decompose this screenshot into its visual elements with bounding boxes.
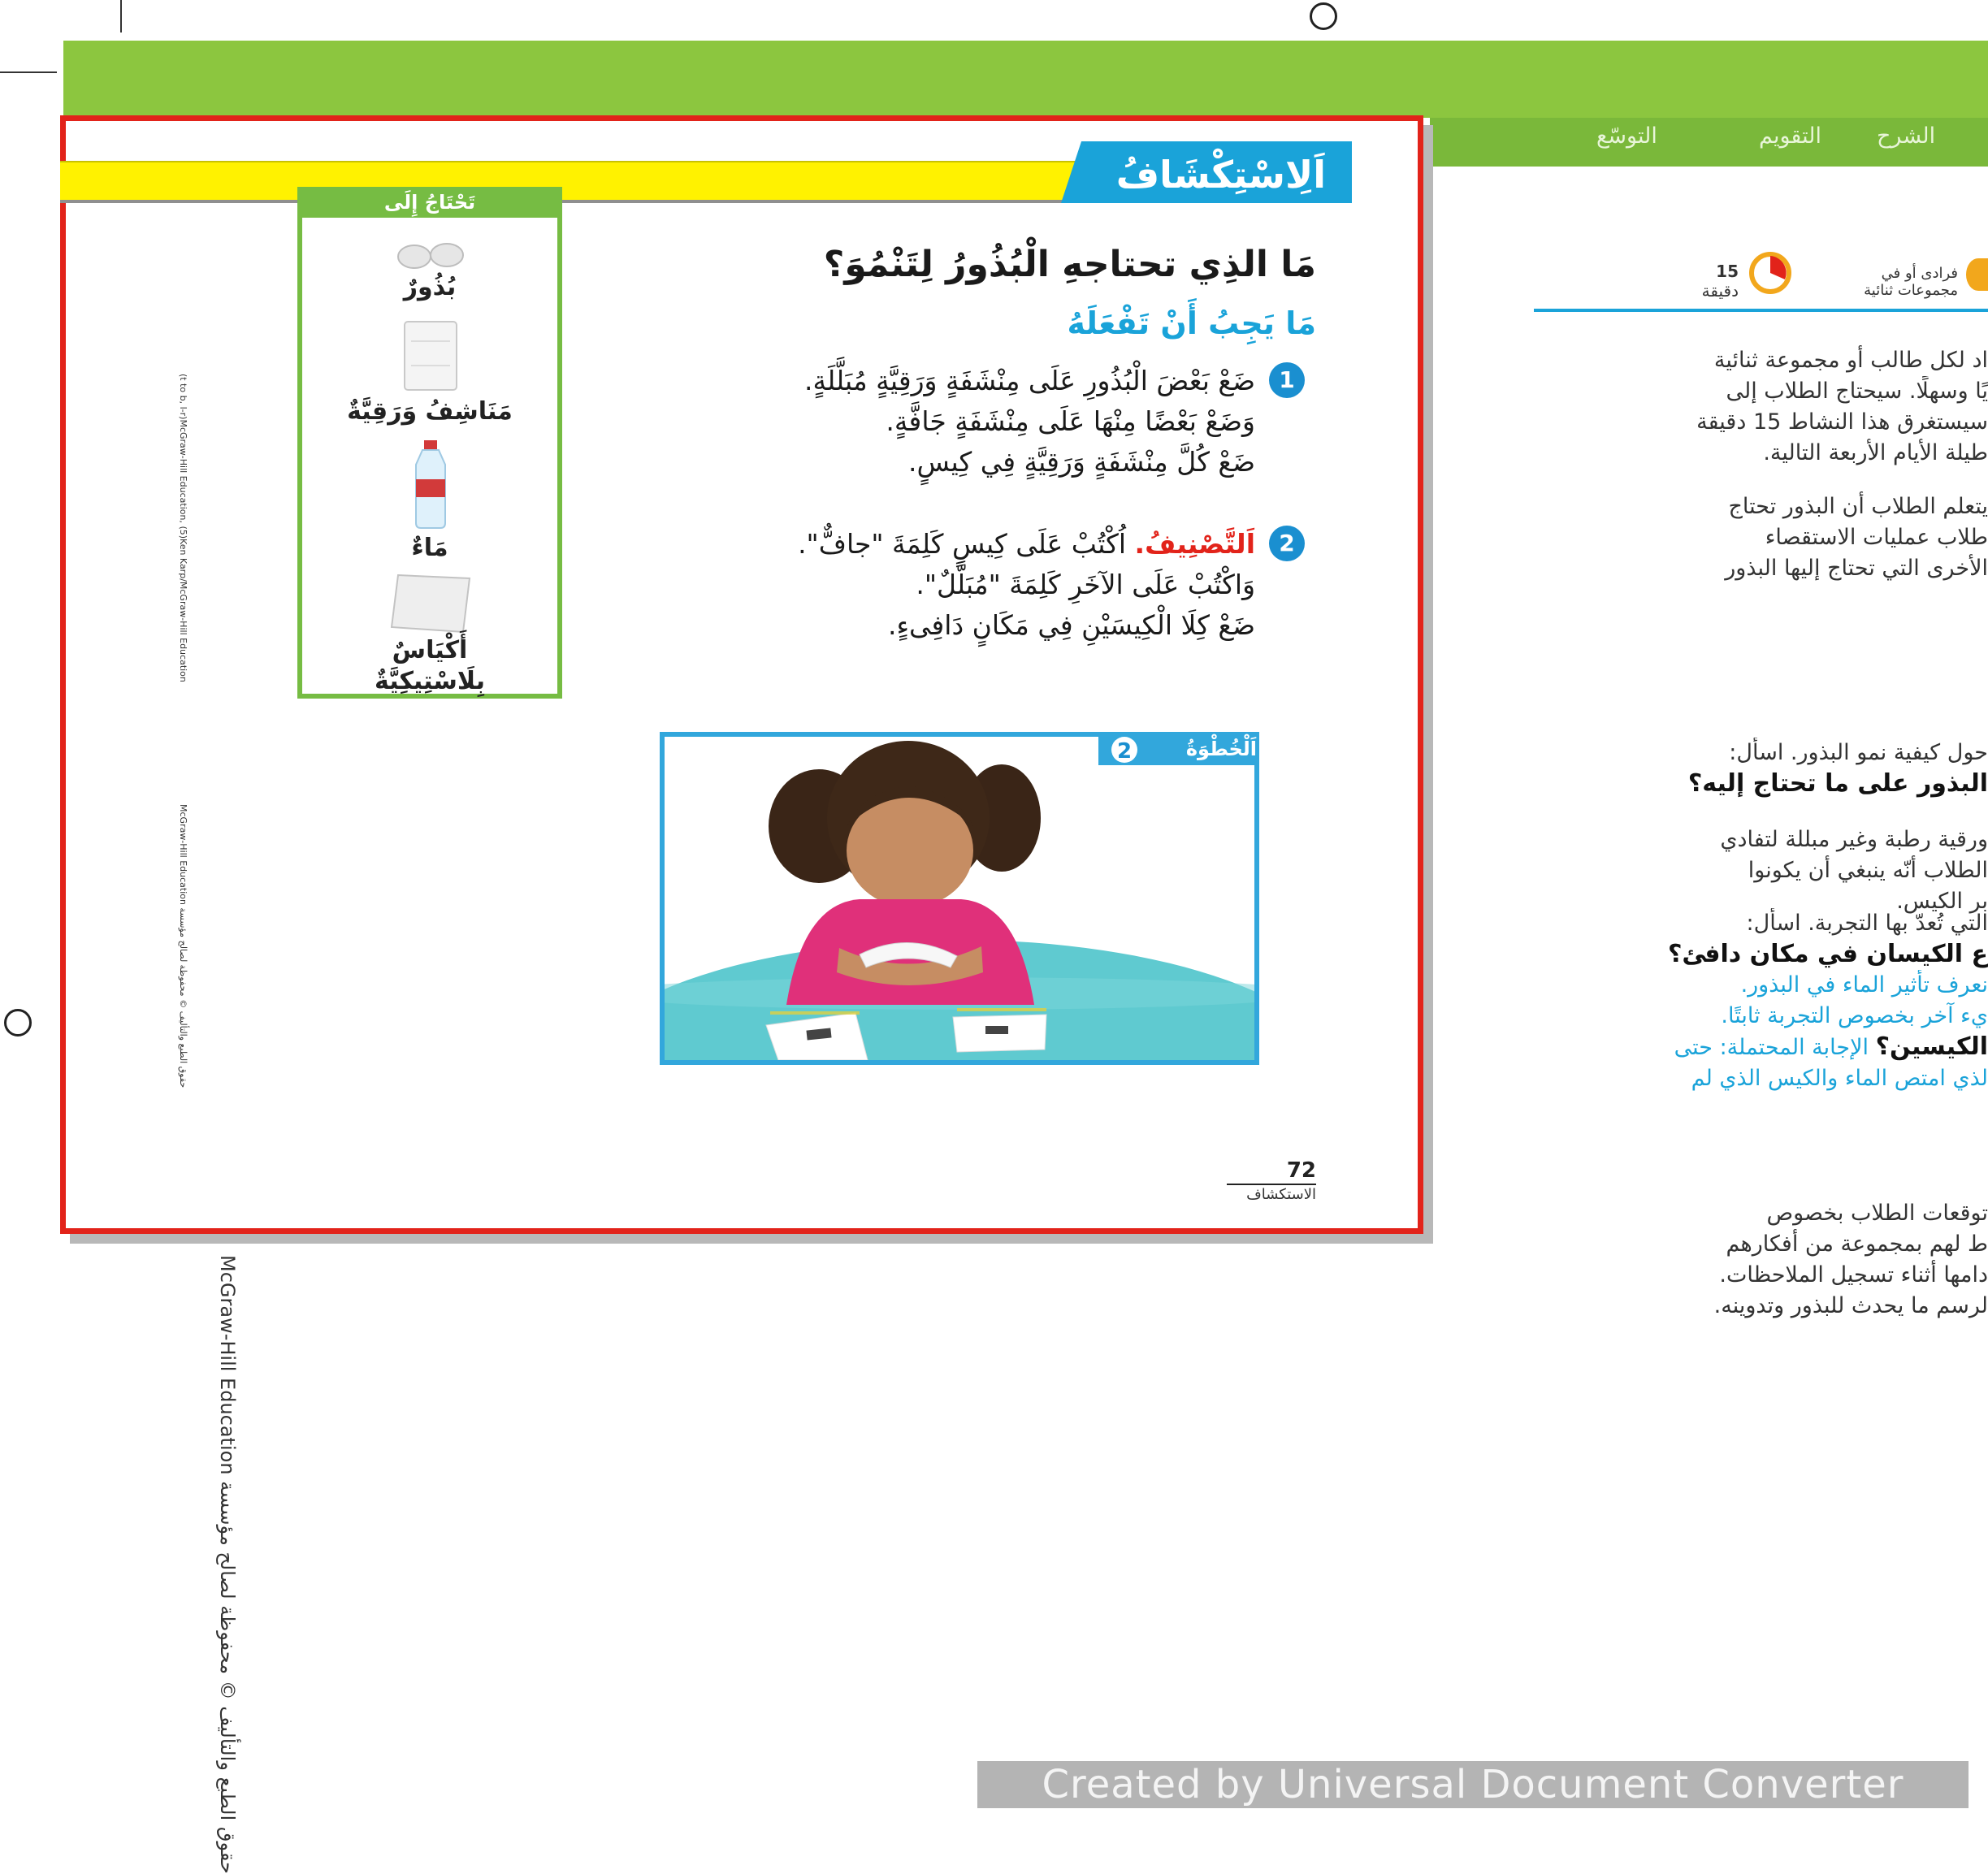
material-paper-towels: مَنَاشِفُ وَرَقِيَّةٌ	[347, 397, 513, 426]
group-icon	[1966, 258, 1988, 291]
page-number-rule	[1227, 1184, 1316, 1185]
materials-title: تَحْتَاجُ إِلَى	[383, 191, 476, 214]
seeds-icon	[390, 240, 471, 273]
converter-watermark-text: Created by Universal Document Converter	[1042, 1762, 1904, 1807]
water-bottle-icon	[405, 439, 457, 530]
step-photo	[660, 732, 1259, 1065]
what-to-do-heading: مَا يَجِبُ أَنْ تَفْعَلَهُ	[1067, 305, 1316, 341]
step-2-badge: 2	[1269, 526, 1305, 561]
registration-mark-icon	[1310, 2, 1337, 30]
header-band	[63, 41, 1988, 118]
paper-towels-icon	[400, 317, 461, 395]
side-paragraph-3: حول كيفية نمو البذور. اسأل: البذور على ما تحتاج إليه؟	[1687, 740, 1988, 798]
page-number: 72	[1286, 1158, 1316, 1183]
side-paragraph-5: التي تُعدّ بها التجربة. اسأل: ع الكيسان في مكان دافئ؟ نعرف تأثير الماء في البذور. يء آخر بخصوص التجربة ثابتًا. الكيسين؟ الإجابة المحتملة: حتى لذي امتص الماء والكيس الذي لم	[1667, 911, 1988, 1091]
material-water: مَاءٌ	[411, 534, 448, 562]
group-label: فرادى أو في مجموعات ثنائية	[1864, 265, 1958, 299]
side-paragraph-4: ورقية رطبة وغير مبللة لتفادي الطلاب أنّه ينبغي أن يكونوا بر الكيس.	[1720, 827, 1988, 914]
main-question: مَا الذِي تحتاجهِ الْبُذُورُ لِتَنْمُوَ؟	[823, 244, 1316, 285]
plastic-bag-icon	[388, 570, 474, 635]
crop-mark	[0, 71, 57, 73]
side-paragraph-1: اد لكل طالب أو مجموعة ثنائية يًا وسهلًا. سيحتاج الطلاب إلى سيستغرق هذا النشاط 15 دقيقة طيلة الأيام الأربعة التالية.	[1696, 348, 1988, 465]
step-1-badge: 1	[1269, 362, 1305, 398]
copyright-large: حقوق الطبع والتأليف © محفوظة لصالح مؤسسة McGraw-Hill Education	[216, 1255, 239, 1874]
nav-item-evaluate: التقويم	[1759, 123, 1821, 149]
side-rule	[1534, 309, 1988, 312]
nav-item-explain: الشرح	[1877, 123, 1936, 149]
page-section-name: الاستكشاف	[1246, 1186, 1316, 1203]
material-plastic-bags: أَكْيَاسٌ بِلَاسْتِيكِيَّةٌ	[375, 636, 485, 695]
material-seeds: بُذُورٌ	[403, 273, 457, 301]
copyright-small: حقوق الطبع والتأليف © محفوظة لصالح مؤسسة McGraw-Hill Education	[178, 804, 188, 1088]
side-paragraph-2: يتعلم الطلاب أن البذور تحتاج طلاب عمليات الاستقصاء الأخرى التي تحتاج إليها البذور	[1725, 494, 1988, 581]
step-2-text: اَلتَّصْنِيفُ. اُكْتُبْ عَلَى كِيسٍ كَلِمَةَ "جافٌّ". وَاكْتُبْ عَلَى الآخَرِ كَلِمَةَ "مُبَلَّلٌ". ضَعْ كِلَا الْكِيسَيْنِ فِي مَكَانٍ دَافِىءٍ.	[798, 528, 1255, 641]
side-paragraph-6: توقعات الطلاب بخصوص ط لهم بمجموعة من أفكارهم دامها أثناء تسجيل الملاحظات. لرسم ما يحدث للبذور وتدوينه.	[1713, 1201, 1988, 1318]
girl-with-seeds-illustration	[665, 737, 1254, 1060]
photo-credit: (t to b, l-r)McGraw-Hill Education, (5)Ken Karp/McGraw-Hill Education	[178, 374, 188, 682]
step-1-text: ضَعْ بَعْضَ الْبُذُورِ عَلَى مِنْشَفَةٍ وَرَقِيَّةٍ مُبَلَّلَةٍ. وَضَعْ بَعْضًا مِنْهَا عَلَى مِنْشَفَةٍ جَافَّةٍ. ضَعْ كُلَّ مِنْشَفَةٍ وَرَقِيَّةٍ فِي كِيسٍ.	[804, 365, 1255, 478]
timer-icon	[1745, 252, 1795, 294]
registration-mark-icon	[4, 1009, 32, 1037]
nav-item-extend: التوسّع	[1596, 123, 1657, 149]
classify-keyword: اَلتَّصْنِيفُ.	[1134, 528, 1255, 560]
photo-step-number: 2	[1116, 739, 1133, 764]
section-title: اَلِاسْتِكْشَافُ	[1115, 153, 1326, 197]
photo-step-label: اَلْخُطْوَةُ	[1185, 738, 1257, 760]
crop-mark	[120, 0, 122, 32]
time-label: 15 دقيقة	[1701, 262, 1739, 301]
